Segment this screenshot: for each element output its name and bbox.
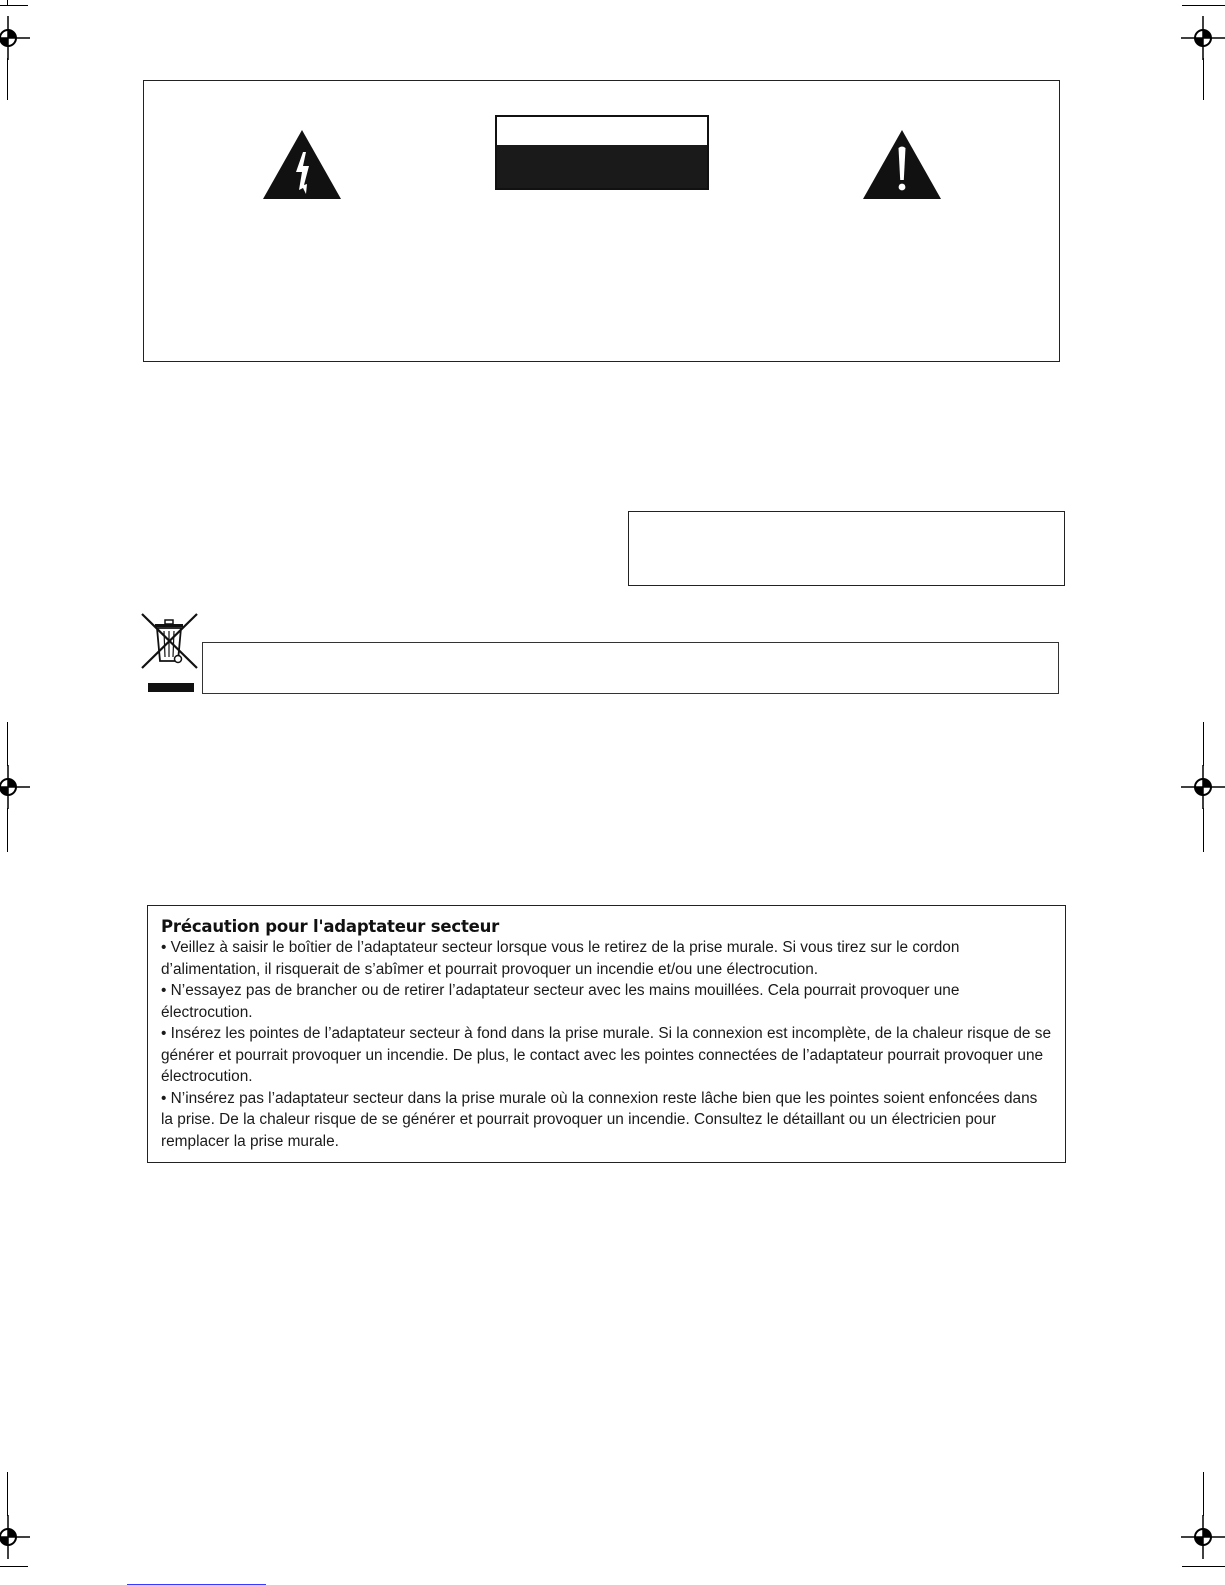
adapter-caution-paragraph: • N’essayez pas de brancher ou de retirer l’adaptateur secteur avec les mains mouillées. Cela pourrait provoquer une électrocution. [161, 982, 960, 1021]
caution-label-bar [497, 145, 707, 188]
weee-bar [148, 683, 194, 692]
adapter-caution-title: Précaution pour l'adaptateur secteur [161, 917, 500, 936]
adapter-caution-paragraph: • N’insérez pas l’adaptateur secteur dans la prise murale où la connexion reste lâche bien que les pointes soient enfoncées dans la prise. De la chaleur risque de se générer et pourrait provoquer un incendie. Consultez le détaillant ou un électricien pour remplacer la prise murale. [161, 1089, 1038, 1150]
registration-mark-icon [1181, 1515, 1225, 1559]
caution-label [495, 115, 709, 190]
registration-mark-icon [1181, 765, 1225, 809]
notice-box [628, 511, 1065, 586]
adapter-caution-box [147, 905, 1066, 1163]
weee-crossed-bin-icon [139, 611, 201, 671]
weee-notice-box [202, 642, 1059, 694]
registration-mark-icon [1181, 16, 1225, 60]
electric-shock-warning-icon [262, 128, 342, 200]
registration-mark-icon [0, 1515, 30, 1559]
exclamation-warning-icon [862, 128, 942, 200]
adapter-caution-paragraph: • Insérez les pointes de l’adaptateur secteur à fond dans la prise murale. Si la connexion est incomplète, de la chaleur risque de se générer et pourrait provoquer un incendie. De plus, le contact avec les pointes connectées de l’adaptateur pourrait provoquer une électrocution. [161, 1025, 1052, 1085]
adapter-caution-paragraph: • Veillez à saisir le boîtier de l’adaptateur secteur lorsque vous le retirez de la prise murale. Si vous tirez sur le cordon d’alimentation, il risquerait de s’abîmer et pourrait provoquer un incendie et/ou une électrocution. [161, 939, 960, 978]
registration-mark-icon [0, 16, 30, 60]
adapter-caution-text [161, 937, 1052, 1152]
registration-mark-icon [0, 765, 30, 809]
